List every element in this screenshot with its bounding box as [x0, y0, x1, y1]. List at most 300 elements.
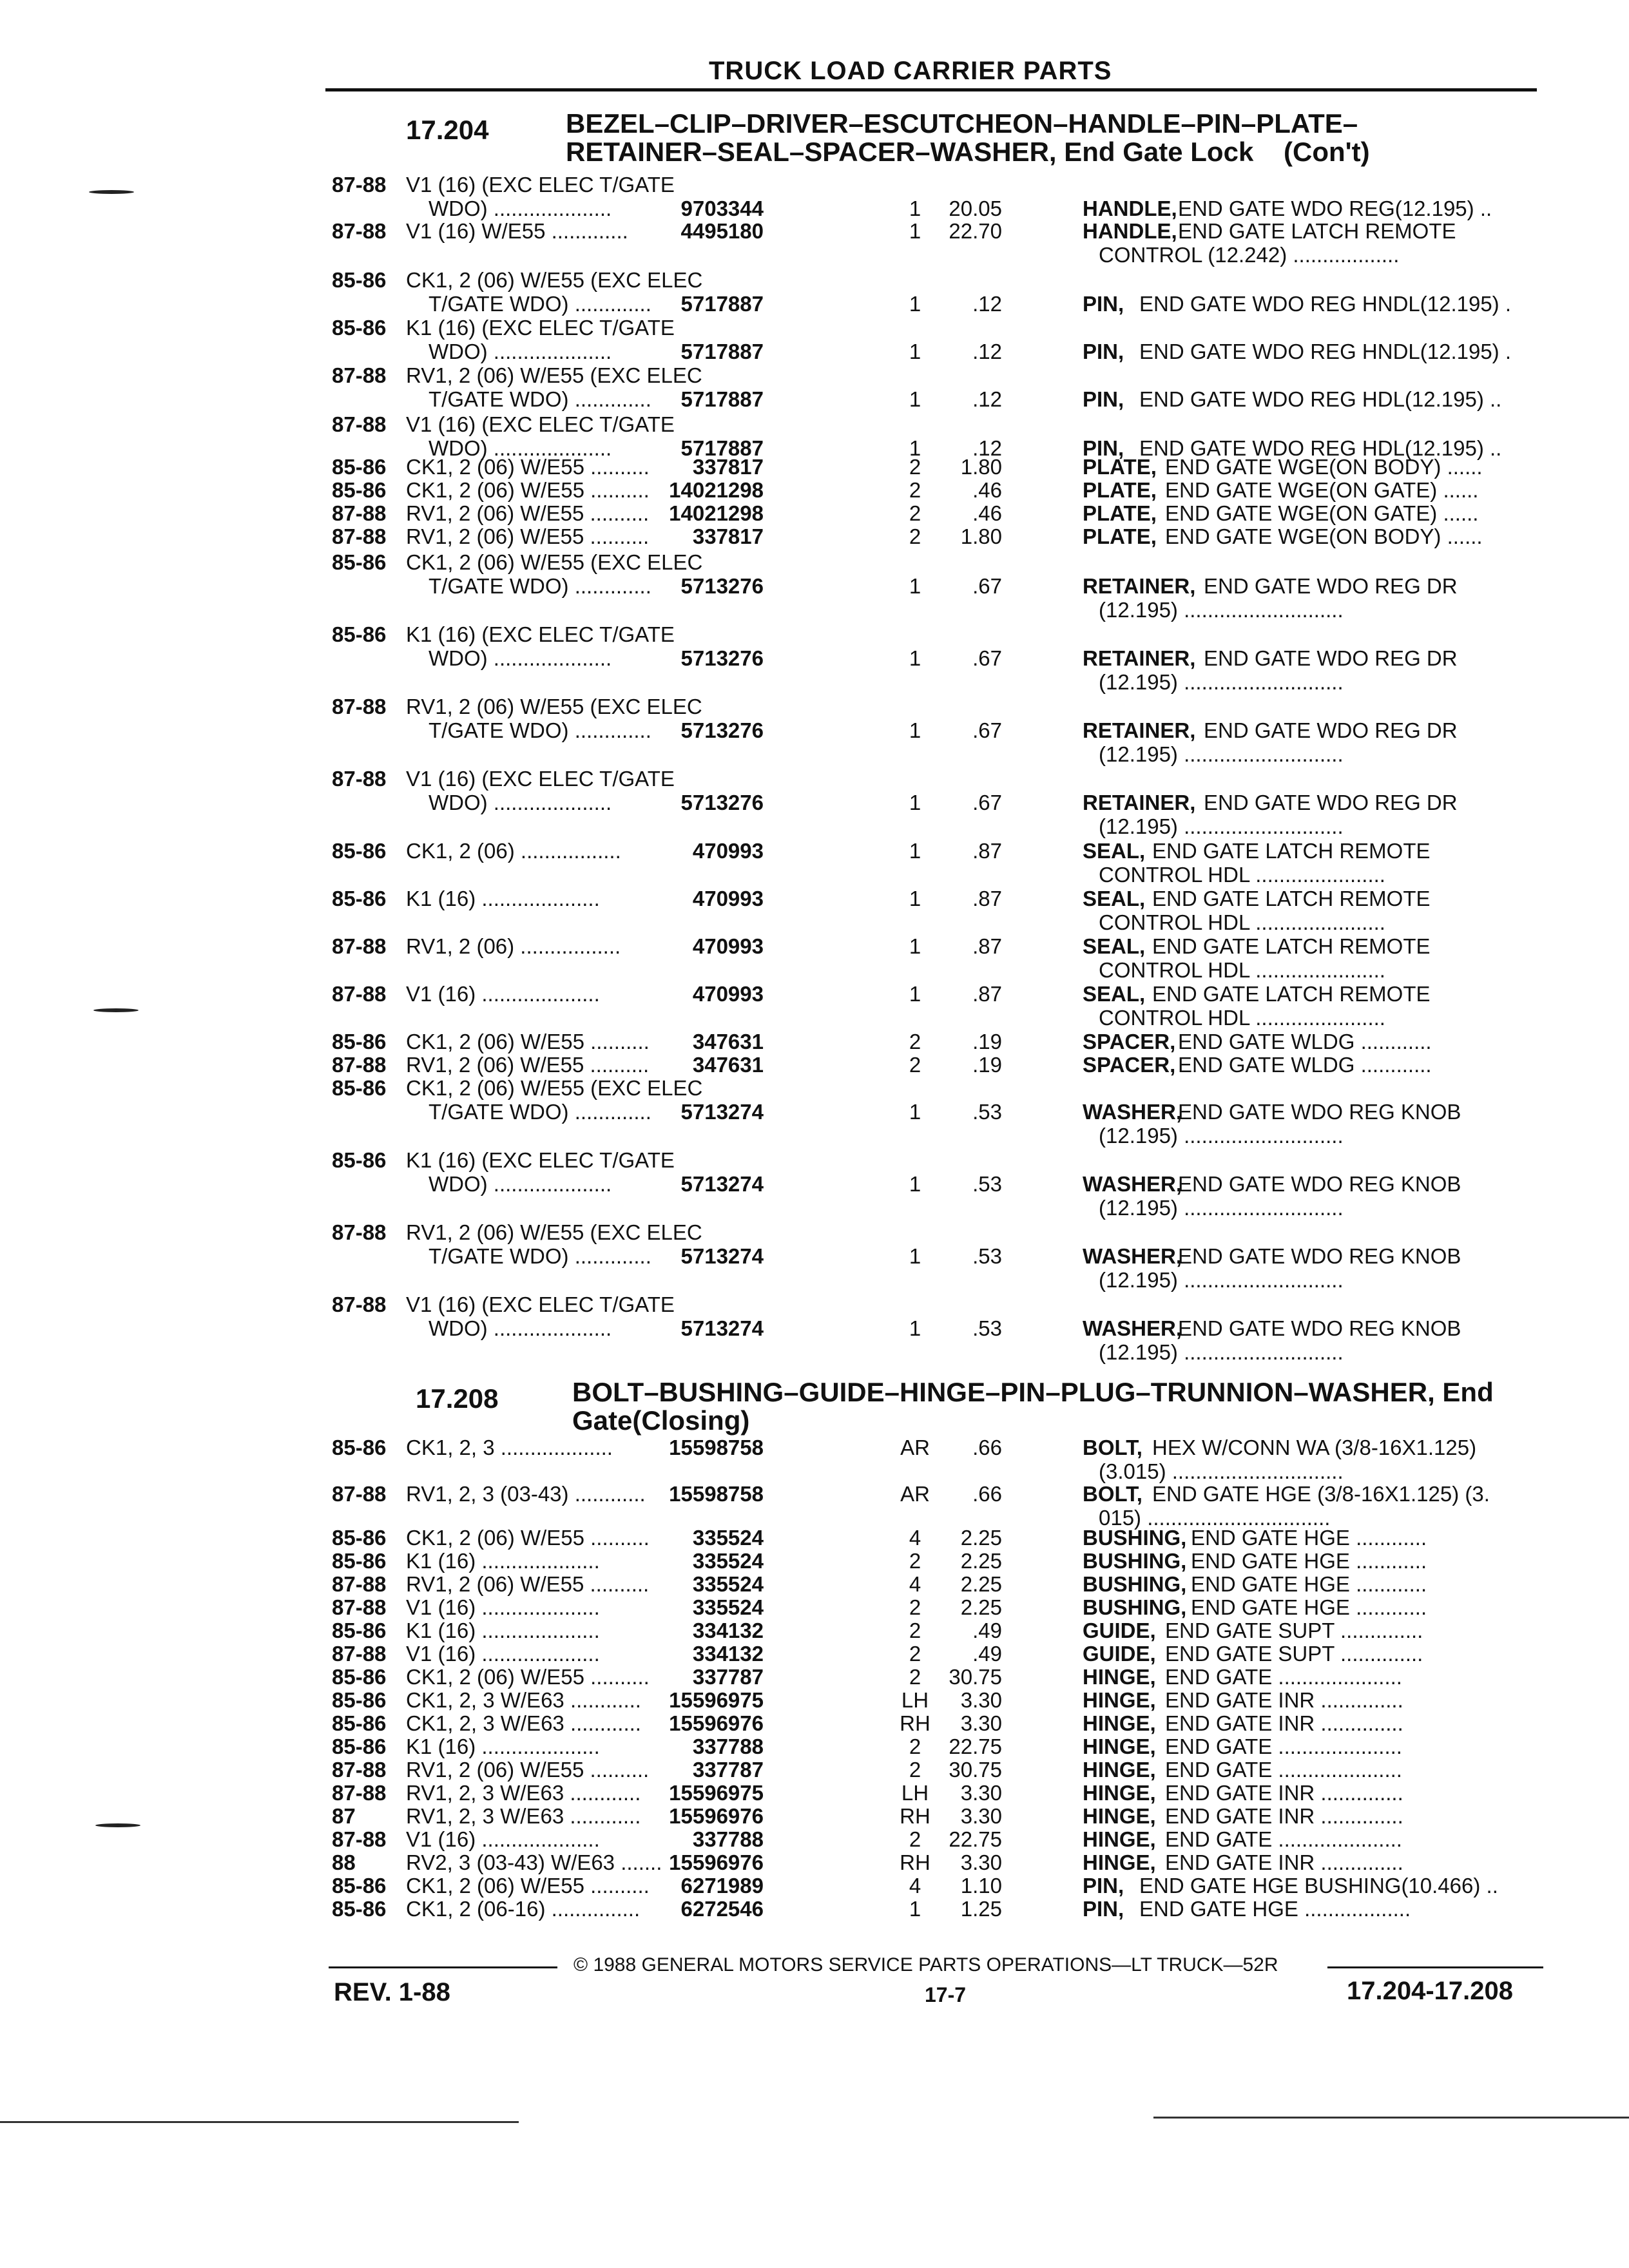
- part-number: 335524: [692, 1549, 764, 1573]
- part-desc: END GATE WDO REG DR: [1204, 574, 1458, 598]
- section-title-1-line1: BEZEL–CLIP–DRIVER–ESCUTCHEON–HANDLE–PIN–PLATE–: [566, 108, 1358, 139]
- model-desc: RV1, 2 (06) W/E55 ..........: [406, 1758, 650, 1782]
- price: 2.25: [960, 1572, 1002, 1596]
- model-desc-cont: WDO) ....................: [429, 436, 612, 460]
- part-desc: END GATE HGE (3/8-16X1.125) (3.: [1152, 1482, 1490, 1506]
- year-range: 85-86: [332, 1735, 387, 1758]
- model-desc-cont: T/GATE WDO) .............: [429, 1244, 651, 1268]
- year-range: 85-86: [332, 1688, 387, 1712]
- price: 30.75: [949, 1665, 1002, 1689]
- part-desc-cont: (12.195) ...........................: [1099, 1124, 1344, 1148]
- part-number: 337817: [692, 524, 764, 548]
- model-desc: CK1, 2 (06) W/E55 ..........: [406, 1665, 650, 1689]
- price: .19: [972, 1030, 1002, 1053]
- part-name: HINGE,: [1083, 1735, 1156, 1758]
- price: 1.10: [960, 1874, 1002, 1898]
- section-title-1-line2: [566, 138, 1370, 166]
- quantity: 2: [909, 1053, 921, 1077]
- binder-hole-mark: [93, 1008, 139, 1012]
- part-number: 15596976: [669, 1711, 764, 1735]
- part-name: SEAL,: [1083, 887, 1146, 910]
- part-number: 6271989: [680, 1874, 764, 1898]
- part-desc: END GATE .....................: [1165, 1735, 1402, 1758]
- part-number: 335524: [692, 1526, 764, 1550]
- part-desc: END GATE SUPT ..............: [1165, 1642, 1423, 1666]
- year-range: 87-88: [332, 695, 387, 718]
- price: 1.80: [960, 455, 1002, 479]
- part-desc: END GATE WDO REG HDL(12.195) ..: [1139, 436, 1502, 460]
- part-desc: END GATE WDO REG KNOB: [1178, 1316, 1461, 1340]
- quantity: 4: [909, 1526, 921, 1550]
- part-number: 470993: [692, 839, 764, 863]
- part-desc: END GATE HGE ..................: [1139, 1897, 1411, 1921]
- quantity: 2: [909, 1735, 921, 1758]
- price: .49: [972, 1619, 1002, 1642]
- price: .87: [972, 887, 1002, 910]
- quantity: 1: [909, 887, 921, 910]
- model-desc-cont: WDO) ....................: [429, 646, 612, 670]
- price: .66: [972, 1436, 1002, 1459]
- price: 1.25: [960, 1897, 1002, 1921]
- part-desc: END GATE HGE ............: [1191, 1572, 1427, 1596]
- part-number: 5717887: [680, 340, 764, 363]
- model-desc: K1 (16) (EXC ELEC T/GATE: [406, 316, 675, 340]
- year-range: 87-88: [332, 1482, 387, 1506]
- model-desc: V1 (16) (EXC ELEC T/GATE: [406, 1293, 675, 1316]
- quantity: 1: [909, 292, 921, 316]
- quantity: 1: [909, 1100, 921, 1124]
- model-desc: CK1, 2, 3 W/E63 ............: [406, 1711, 641, 1735]
- part-desc: END GATE WGE(ON GATE) ......: [1165, 478, 1479, 502]
- part-desc: END GATE WGE(ON BODY) ......: [1165, 524, 1483, 548]
- year-range: 87-88: [332, 1595, 387, 1619]
- part-desc: END GATE INR ..............: [1165, 1850, 1403, 1874]
- model-desc: RV1, 2 (06) W/E55 ..........: [406, 501, 650, 525]
- year-range: 85-86: [332, 1619, 387, 1642]
- price: 3.30: [960, 1804, 1002, 1828]
- binder-hole-mark: [95, 1823, 140, 1827]
- part-desc: END GATE WDO REG(12.195) ..: [1178, 197, 1492, 220]
- price: 3.30: [960, 1850, 1002, 1874]
- section-number-2: 17.208: [416, 1383, 499, 1414]
- part-name: PIN,: [1083, 1897, 1124, 1921]
- quantity: 1: [909, 219, 921, 243]
- part-desc: HEX W/CONN WA (3/8-16X1.125): [1152, 1436, 1477, 1459]
- quantity: 1: [909, 718, 921, 742]
- model-desc: RV1, 2, 3 (03-43) ............: [406, 1482, 646, 1506]
- part-name: BUSHING,: [1083, 1572, 1187, 1596]
- model-desc-cont: T/GATE WDO) .............: [429, 387, 651, 411]
- price: 2.25: [960, 1549, 1002, 1573]
- model-desc: K1 (16) ....................: [406, 1735, 600, 1758]
- page-range: 17.204-17.208: [1347, 1977, 1514, 2005]
- model-desc-cont: WDO) ....................: [429, 791, 612, 814]
- year-range: 85-86: [332, 1076, 387, 1100]
- model-desc: V1 (16) (EXC ELEC T/GATE: [406, 412, 675, 436]
- part-number: 15596975: [669, 1781, 764, 1805]
- model-desc: CK1, 2 (06) W/E55 ..........: [406, 1874, 650, 1898]
- year-range: 87: [332, 1804, 356, 1828]
- part-name: HANDLE,: [1083, 197, 1177, 220]
- quantity: RH: [900, 1711, 930, 1735]
- model-desc: RV1, 2 (06) W/E55 (EXC ELEC: [406, 363, 702, 387]
- year-range: 85-86: [332, 1874, 387, 1898]
- model-desc: RV1, 2 (06) W/E55 ..........: [406, 524, 650, 548]
- part-name: SPACER,: [1083, 1053, 1176, 1077]
- quantity: 1: [909, 1244, 921, 1268]
- model-desc: K1 (16) ....................: [406, 887, 600, 910]
- price: 3.30: [960, 1781, 1002, 1805]
- year-range: 85-86: [332, 1665, 387, 1689]
- price: 30.75: [949, 1758, 1002, 1782]
- part-name: BUSHING,: [1083, 1526, 1187, 1550]
- model-desc: RV1, 2, 3 W/E63 ............: [406, 1804, 641, 1828]
- part-number: 5713274: [680, 1244, 764, 1268]
- part-number: 347631: [692, 1030, 764, 1053]
- quantity: 2: [909, 1619, 921, 1642]
- year-range: 85-86: [332, 455, 387, 479]
- part-number: 5713276: [680, 718, 764, 742]
- part-name: GUIDE,: [1083, 1642, 1156, 1666]
- price: 20.05: [949, 197, 1002, 220]
- section-title-2: [572, 1378, 1494, 1435]
- year-range: 85-86: [332, 316, 387, 340]
- copyright: © 1988 GENERAL MOTORS SERVICE PARTS OPERATIONS—LT TRUCK—52R: [574, 1954, 1278, 1975]
- model-desc: K1 (16) ....................: [406, 1549, 600, 1573]
- price: .67: [972, 718, 1002, 742]
- price: .12: [972, 340, 1002, 363]
- part-desc-cont: (3.015) .............................: [1099, 1459, 1344, 1483]
- part-number: 5717887: [680, 292, 764, 316]
- quantity: 1: [909, 982, 921, 1006]
- year-range: 87-88: [332, 219, 387, 243]
- model-desc: V1 (16) W/E55 .............: [406, 219, 628, 243]
- part-number: 337788: [692, 1827, 764, 1851]
- part-number: 15596975: [669, 1688, 764, 1712]
- model-desc: RV1, 2 (06) W/E55 (EXC ELEC: [406, 1220, 702, 1244]
- part-desc: END GATE WLDG ............: [1178, 1053, 1432, 1077]
- year-range: 85-86: [332, 268, 387, 292]
- model-desc-cont: T/GATE WDO) .............: [429, 718, 651, 742]
- page-number: 17-7: [925, 1983, 967, 2006]
- part-desc-cont: CONTROL HDL ......................: [1099, 910, 1385, 934]
- price: .67: [972, 646, 1002, 670]
- part-number: 14021298: [669, 501, 764, 525]
- part-desc: END GATE INR ..............: [1165, 1781, 1403, 1805]
- quantity: 2: [909, 1030, 921, 1053]
- price: 3.30: [960, 1711, 1002, 1735]
- part-desc: END GATE INR ..............: [1165, 1711, 1403, 1735]
- part-desc-cont: CONTROL HDL ......................: [1099, 863, 1385, 887]
- part-name: HINGE,: [1083, 1665, 1156, 1689]
- part-name: PLATE,: [1083, 524, 1157, 548]
- model-desc: CK1, 2 (06-16) ...............: [406, 1897, 641, 1921]
- price: .87: [972, 839, 1002, 863]
- quantity: RH: [900, 1804, 930, 1828]
- year-range: 87-88: [332, 1572, 387, 1596]
- part-desc-cont: (12.195) ...........................: [1099, 742, 1344, 766]
- model-desc: V1 (16) ....................: [406, 1595, 600, 1619]
- part-desc: END GATE WDO REG KNOB: [1178, 1172, 1461, 1196]
- part-number: 470993: [692, 982, 764, 1006]
- price: .66: [972, 1482, 1002, 1506]
- quantity: 2: [909, 501, 921, 525]
- part-number: 337817: [692, 455, 764, 479]
- quantity: 2: [909, 1549, 921, 1573]
- part-desc: END GATE HGE ............: [1191, 1526, 1427, 1550]
- quantity: 1: [909, 1897, 921, 1921]
- part-number: 15598758: [669, 1482, 764, 1506]
- year-range: 87-88: [332, 767, 387, 791]
- model-desc: CK1, 2 (06) W/E55 (EXC ELEC: [406, 550, 703, 574]
- model-desc: CK1, 2 (06) W/E55 ..........: [406, 478, 650, 502]
- section-title-1: [566, 110, 1370, 166]
- quantity: 1: [909, 574, 921, 598]
- model-desc-cont: T/GATE WDO) .............: [429, 574, 651, 598]
- price: .53: [972, 1316, 1002, 1340]
- part-desc: END GATE .....................: [1165, 1758, 1402, 1782]
- scan-edge-line: [0, 2121, 519, 2123]
- quantity: 2: [909, 1665, 921, 1689]
- model-desc-cont: WDO) ....................: [429, 1316, 612, 1340]
- quantity: 1: [909, 1172, 921, 1196]
- part-name: PIN,: [1083, 1874, 1124, 1898]
- model-desc: CK1, 2 (06) W/E55 (EXC ELEC: [406, 1076, 703, 1100]
- quantity: LH: [901, 1688, 929, 1712]
- model-desc: RV1, 2, 3 W/E63 ............: [406, 1781, 641, 1805]
- quantity: 1: [909, 934, 921, 958]
- year-range: 85-86: [332, 1549, 387, 1573]
- model-desc: CK1, 2 (06) W/E55 ..........: [406, 1526, 650, 1550]
- year-range: 85-86: [332, 1436, 387, 1459]
- year-range: 85-86: [332, 478, 387, 502]
- part-number: 15596976: [669, 1804, 764, 1828]
- model-desc: RV1, 2 (06) W/E55 ..........: [406, 1572, 650, 1596]
- part-number: 4495180: [680, 219, 764, 243]
- quantity: 2: [909, 478, 921, 502]
- part-name: PIN,: [1083, 436, 1124, 460]
- year-range: 85-86: [332, 839, 387, 863]
- quantity: 2: [909, 1642, 921, 1666]
- part-name: BOLT,: [1083, 1436, 1142, 1459]
- price: .46: [972, 501, 1002, 525]
- part-desc-cont: (12.195) ...........................: [1099, 598, 1344, 622]
- section-title-1-cont: (Con't): [1284, 137, 1370, 167]
- section-number-1: 17.204: [406, 115, 489, 145]
- part-desc: END GATE WDO REG DR: [1204, 718, 1458, 742]
- year-range: 87-88: [332, 173, 387, 197]
- part-desc: END GATE .....................: [1165, 1665, 1402, 1689]
- part-name: HANDLE,: [1083, 219, 1177, 243]
- part-desc: END GATE SUPT ..............: [1165, 1619, 1423, 1642]
- model-desc: K1 (16) ....................: [406, 1619, 600, 1642]
- part-name: SEAL,: [1083, 982, 1146, 1006]
- part-desc-cont: (12.195) ...........................: [1099, 1340, 1344, 1364]
- part-number: 5713274: [680, 1316, 764, 1340]
- part-name: PLATE,: [1083, 478, 1157, 502]
- price: 22.75: [949, 1827, 1002, 1851]
- quantity: 4: [909, 1874, 921, 1898]
- price: 1.80: [960, 524, 1002, 548]
- section-title-1-line2-text: RETAINER–SEAL–SPACER–WASHER, End Gate Lock: [566, 137, 1254, 167]
- quantity: AR: [900, 1436, 930, 1459]
- year-range: 87-88: [332, 934, 387, 958]
- quantity: RH: [900, 1850, 930, 1874]
- part-name: RETAINER,: [1083, 718, 1196, 742]
- quantity: 1: [909, 791, 921, 814]
- price: 22.75: [949, 1735, 1002, 1758]
- year-range: 87-88: [332, 1758, 387, 1782]
- section-title-2-line2: Gate(Closing): [572, 1405, 750, 1436]
- year-range: 88: [332, 1850, 356, 1874]
- part-desc: END GATE WDO REG DR: [1204, 646, 1458, 670]
- model-desc: K1 (16) (EXC ELEC T/GATE: [406, 1148, 675, 1172]
- price: .67: [972, 791, 1002, 814]
- footer-rule-right: [1327, 1966, 1543, 1968]
- part-name: SEAL,: [1083, 839, 1146, 863]
- part-name: HINGE,: [1083, 1804, 1156, 1828]
- year-range: 87-88: [332, 1827, 387, 1851]
- year-range: 85-86: [332, 1148, 387, 1172]
- year-range: 87-88: [332, 524, 387, 548]
- part-number: 5717887: [680, 436, 764, 460]
- quantity: 1: [909, 197, 921, 220]
- quantity: 1: [909, 387, 921, 411]
- price: .12: [972, 436, 1002, 460]
- part-desc: END GATE INR ..............: [1165, 1688, 1403, 1712]
- quantity: 1: [909, 340, 921, 363]
- price: .53: [972, 1244, 1002, 1268]
- part-desc: END GATE LATCH REMOTE: [1152, 839, 1431, 863]
- model-desc: CK1, 2 (06) W/E55 ..........: [406, 455, 650, 479]
- year-range: 85-86: [332, 1897, 387, 1921]
- part-desc-cont: CONTROL HDL ......................: [1099, 1006, 1385, 1030]
- model-desc: V1 (16) ....................: [406, 1642, 600, 1666]
- year-range: 87-88: [332, 982, 387, 1006]
- part-desc: END GATE WDO REG HDL(12.195) ..: [1139, 387, 1502, 411]
- part-desc: END GATE WGE(ON BODY) ......: [1165, 455, 1483, 479]
- model-desc-cont: WDO) ....................: [429, 340, 612, 363]
- part-desc: END GATE INR ..............: [1165, 1804, 1403, 1828]
- part-number: 5717887: [680, 387, 764, 411]
- part-name: HINGE,: [1083, 1850, 1156, 1874]
- part-desc: END GATE WDO REG KNOB: [1178, 1244, 1461, 1268]
- part-number: 347631: [692, 1053, 764, 1077]
- price: 22.70: [949, 219, 1002, 243]
- section-title-2-line1: BOLT–BUSHING–GUIDE–HINGE–PIN–PLUG–TRUNNION–WASHER, End: [572, 1377, 1494, 1407]
- part-name: PLATE,: [1083, 501, 1157, 525]
- part-name: RETAINER,: [1083, 646, 1196, 670]
- part-number: 5713276: [680, 574, 764, 598]
- part-desc-cont: CONTROL HDL ......................: [1099, 958, 1385, 982]
- price: .46: [972, 478, 1002, 502]
- year-range: 85-86: [332, 887, 387, 910]
- part-desc: END GATE HGE BUSHING(10.466) ..: [1139, 1874, 1498, 1898]
- part-desc: END GATE LATCH REMOTE: [1152, 982, 1431, 1006]
- part-number: 6272546: [680, 1897, 764, 1921]
- model-desc: CK1, 2 (06) W/E55 ..........: [406, 1030, 650, 1053]
- part-name: HINGE,: [1083, 1758, 1156, 1782]
- part-name: SPACER,: [1083, 1030, 1176, 1053]
- year-range: 85-86: [332, 550, 387, 574]
- year-range: 85-86: [332, 1711, 387, 1735]
- part-name: PIN,: [1083, 292, 1124, 316]
- part-desc: END GATE HGE ............: [1191, 1549, 1427, 1573]
- quantity: 2: [909, 455, 921, 479]
- part-desc: END GATE LATCH REMOTE: [1152, 887, 1431, 910]
- price: .67: [972, 574, 1002, 598]
- model-desc: V1 (16) ....................: [406, 1827, 600, 1851]
- top-rule: [325, 88, 1537, 91]
- page-title: TRUCK LOAD CARRIER PARTS: [709, 57, 1112, 85]
- price: .53: [972, 1172, 1002, 1196]
- price: .19: [972, 1053, 1002, 1077]
- part-number: 5713274: [680, 1100, 764, 1124]
- price: .49: [972, 1642, 1002, 1666]
- part-name: BOLT,: [1083, 1482, 1142, 1506]
- part-desc: END GATE WDO REG HNDL(12.195) .: [1139, 292, 1512, 316]
- year-range: 87-88: [332, 1053, 387, 1077]
- model-desc: CK1, 2, 3 W/E63 ............: [406, 1688, 641, 1712]
- model-desc: RV1, 2 (06) .................: [406, 934, 621, 958]
- part-number: 334132: [692, 1642, 764, 1666]
- part-name: HINGE,: [1083, 1688, 1156, 1712]
- part-number: 337788: [692, 1735, 764, 1758]
- part-desc-cont: (12.195) ...........................: [1099, 1196, 1344, 1220]
- year-range: 87-88: [332, 363, 387, 387]
- quantity: 2: [909, 1595, 921, 1619]
- model-desc: RV1, 2 (06) W/E55 (EXC ELEC: [406, 695, 702, 718]
- quantity: 2: [909, 1758, 921, 1782]
- model-desc-cont: T/GATE WDO) .............: [429, 292, 651, 316]
- model-desc: CK1, 2 (06) W/E55 (EXC ELEC: [406, 268, 703, 292]
- year-range: 85-86: [332, 1030, 387, 1053]
- year-range: 87-88: [332, 1781, 387, 1805]
- part-number: 470993: [692, 887, 764, 910]
- part-name: WASHER,: [1083, 1244, 1182, 1268]
- quantity: 1: [909, 839, 921, 863]
- year-range: 85-86: [332, 1526, 387, 1550]
- price: 2.25: [960, 1595, 1002, 1619]
- price: .53: [972, 1100, 1002, 1124]
- price: .87: [972, 934, 1002, 958]
- part-number: 335524: [692, 1572, 764, 1596]
- quantity: 1: [909, 1316, 921, 1340]
- price: .12: [972, 292, 1002, 316]
- part-desc: END GATE WDO REG KNOB: [1178, 1100, 1461, 1124]
- quantity: 2: [909, 1827, 921, 1851]
- part-number: 9703344: [680, 197, 764, 220]
- quantity: AR: [900, 1482, 930, 1506]
- part-name: HINGE,: [1083, 1827, 1156, 1851]
- part-name: GUIDE,: [1083, 1619, 1156, 1642]
- part-desc-cont: (12.195) ...........................: [1099, 670, 1344, 694]
- model-desc: V1 (16) ....................: [406, 982, 600, 1006]
- binder-hole-mark: [89, 190, 134, 194]
- part-name: RETAINER,: [1083, 791, 1196, 814]
- quantity: 1: [909, 646, 921, 670]
- part-number: 470993: [692, 934, 764, 958]
- model-desc-cont: T/GATE WDO) .............: [429, 1100, 651, 1124]
- model-desc: K1 (16) (EXC ELEC T/GATE: [406, 622, 675, 646]
- model-desc-cont: WDO) ....................: [429, 197, 612, 220]
- part-number: 335524: [692, 1595, 764, 1619]
- part-name: HINGE,: [1083, 1781, 1156, 1805]
- price: 3.30: [960, 1688, 1002, 1712]
- part-name: PLATE,: [1083, 455, 1157, 479]
- part-desc: END GATE .....................: [1165, 1827, 1402, 1851]
- part-desc-cont: (12.195) ...........................: [1099, 1268, 1344, 1292]
